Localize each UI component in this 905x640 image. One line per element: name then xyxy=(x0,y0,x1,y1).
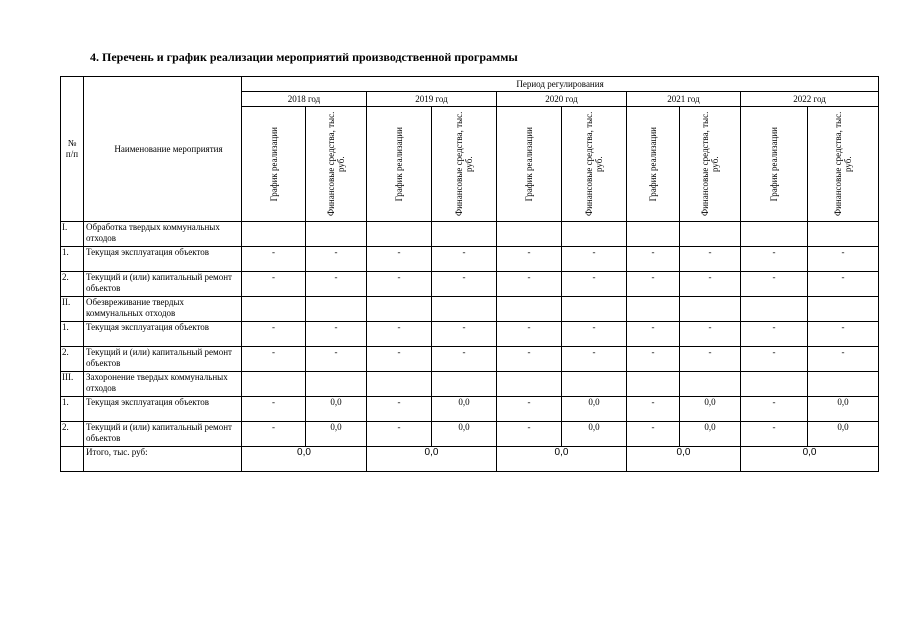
col-name-header: Наименование мероприятия xyxy=(84,77,242,222)
finance-cell: - xyxy=(808,247,879,272)
row-name: Обработка твердых коммунальных отходов xyxy=(84,222,242,247)
finance-cell xyxy=(680,372,741,397)
schedule-cell: - xyxy=(627,347,680,372)
schedule-cell: - xyxy=(741,397,808,422)
finance-subheader-label: Финансовые средства, тыс. руб. xyxy=(700,111,720,217)
year-header: 2022 год xyxy=(741,92,879,107)
schedule-subheader xyxy=(497,107,562,222)
row-name: Текущая эксплуатация объектов xyxy=(84,247,242,272)
total-label: Итого, тыс. руб: xyxy=(84,447,242,472)
schedule-cell xyxy=(242,222,306,247)
row-number: II. xyxy=(61,297,84,322)
finance-cell: - xyxy=(680,347,741,372)
table-row xyxy=(61,272,879,297)
row-name: Текущий и (или) капитальный ремонт объектов xyxy=(84,347,242,372)
finance-cell: - xyxy=(432,272,497,297)
table-row xyxy=(61,247,879,272)
schedule-cell: - xyxy=(741,422,808,447)
schedule-cell xyxy=(497,372,562,397)
schedule-subheader-label: График реализации xyxy=(524,126,534,202)
schedule-cell: - xyxy=(497,347,562,372)
schedule-cell: - xyxy=(242,272,306,297)
col-num-header: № п/п xyxy=(61,77,84,222)
finance-cell xyxy=(306,222,367,247)
schedule-cell: - xyxy=(497,272,562,297)
finance-cell: - xyxy=(562,347,627,372)
finance-cell: - xyxy=(306,272,367,297)
row-number: 1. xyxy=(61,247,84,272)
schedule-cell: - xyxy=(627,322,680,347)
schedule-cell: - xyxy=(367,397,432,422)
row-number: 2. xyxy=(61,422,84,447)
schedule-cell xyxy=(627,297,680,322)
schedule-cell: - xyxy=(741,322,808,347)
finance-cell xyxy=(808,372,879,397)
schedule-cell xyxy=(497,222,562,247)
finance-cell: - xyxy=(562,272,627,297)
schedule-cell xyxy=(741,372,808,397)
finance-cell xyxy=(306,372,367,397)
section-row xyxy=(61,372,879,397)
row-number: I. xyxy=(61,222,84,247)
schedule-cell: - xyxy=(627,422,680,447)
row-name: Текущая эксплуатация объектов xyxy=(84,397,242,422)
schedule-cell: - xyxy=(242,422,306,447)
finance-cell: - xyxy=(680,322,741,347)
finance-cell: - xyxy=(432,247,497,272)
schedule-subheader-label: График реализации xyxy=(268,126,279,202)
finance-subheader xyxy=(306,107,367,222)
finance-subheader-label: Финансовые средства, тыс. руб. xyxy=(326,111,346,217)
finance-cell: 0,0 xyxy=(808,422,879,447)
table-row xyxy=(61,397,879,422)
finance-subheader-label: Финансовые средства, тыс. руб. xyxy=(833,111,854,217)
finance-cell: 0,0 xyxy=(562,397,627,422)
section-row xyxy=(61,222,879,247)
schedule-cell: - xyxy=(242,322,306,347)
finance-cell xyxy=(680,222,741,247)
table-row xyxy=(61,322,879,347)
schedule-subheader xyxy=(741,107,808,222)
finance-cell: - xyxy=(562,322,627,347)
row-name: Текущий и (или) капитальный ремонт объектов xyxy=(84,272,242,297)
finance-cell xyxy=(432,297,497,322)
finance-cell: 0,0 xyxy=(306,422,367,447)
program-schedule-table xyxy=(60,76,879,472)
schedule-cell xyxy=(497,297,562,322)
schedule-cell: - xyxy=(497,397,562,422)
schedule-cell: - xyxy=(242,347,306,372)
schedule-subheader xyxy=(627,107,680,222)
total-num-cell xyxy=(61,447,84,472)
schedule-subheader xyxy=(242,107,306,222)
finance-cell: 0,0 xyxy=(562,422,627,447)
finance-cell: 0,0 xyxy=(680,397,741,422)
row-name: Текущий и (или) капитальный ремонт объектов xyxy=(84,422,242,447)
finance-cell: - xyxy=(432,322,497,347)
finance-subheader xyxy=(680,107,741,222)
schedule-cell: - xyxy=(367,247,432,272)
finance-cell xyxy=(808,222,879,247)
finance-cell xyxy=(680,297,741,322)
schedule-cell xyxy=(367,222,432,247)
finance-cell: 0,0 xyxy=(432,397,497,422)
finance-cell xyxy=(562,372,627,397)
table-row xyxy=(61,347,879,372)
finance-cell xyxy=(306,297,367,322)
schedule-subheader xyxy=(367,107,432,222)
schedule-cell: - xyxy=(497,322,562,347)
year-header: 2018 год xyxy=(242,92,367,107)
schedule-cell: - xyxy=(627,247,680,272)
finance-cell: 0,0 xyxy=(680,422,741,447)
schedule-cell xyxy=(627,372,680,397)
finance-cell: - xyxy=(680,272,741,297)
table-row xyxy=(61,422,879,447)
schedule-cell: - xyxy=(367,272,432,297)
finance-cell: - xyxy=(306,347,367,372)
finance-cell: 0,0 xyxy=(432,422,497,447)
schedule-cell: - xyxy=(242,397,306,422)
finance-cell: - xyxy=(808,272,879,297)
total-value: 0,0 xyxy=(367,447,497,472)
finance-cell: - xyxy=(808,322,879,347)
total-value: 0,0 xyxy=(741,447,879,472)
row-number: 2. xyxy=(61,272,84,297)
header-row-period xyxy=(61,77,879,92)
finance-subheader-label: Финансовые средства, тыс. руб. xyxy=(454,111,474,217)
finance-cell: 0,0 xyxy=(808,397,879,422)
schedule-subheader-label: График реализации xyxy=(394,126,404,202)
schedule-cell xyxy=(741,222,808,247)
row-number: 1. xyxy=(61,322,84,347)
year-header: 2020 год xyxy=(497,92,627,107)
row-number: 1. xyxy=(61,397,84,422)
schedule-cell xyxy=(242,297,306,322)
total-value: 0,0 xyxy=(497,447,627,472)
schedule-cell: - xyxy=(741,347,808,372)
year-header: 2019 год xyxy=(367,92,497,107)
row-name: Захоронение твердых коммунальных отходов xyxy=(84,372,242,397)
finance-cell xyxy=(432,222,497,247)
schedule-subheader-label: График реализации xyxy=(769,126,779,202)
page-title: 4. Перечень и график реализации мероприятий производственной программы xyxy=(90,50,518,64)
finance-cell xyxy=(808,297,879,322)
finance-cell: 0,0 xyxy=(306,397,367,422)
section-row xyxy=(61,297,879,322)
schedule-cell: - xyxy=(242,247,306,272)
finance-cell xyxy=(562,297,627,322)
finance-subheader xyxy=(562,107,627,222)
schedule-cell: - xyxy=(497,422,562,447)
row-number: 2. xyxy=(61,347,84,372)
row-name: Текущая эксплуатация объектов xyxy=(84,322,242,347)
total-value: 0,0 xyxy=(242,447,367,472)
finance-cell xyxy=(562,222,627,247)
schedule-cell: - xyxy=(367,347,432,372)
finance-cell: - xyxy=(432,347,497,372)
total-value: 0,0 xyxy=(627,447,741,472)
finance-cell: - xyxy=(562,247,627,272)
schedule-cell xyxy=(367,297,432,322)
row-name: Обезвреживание твердых коммунальных отходов xyxy=(84,297,242,322)
finance-subheader xyxy=(808,107,879,222)
schedule-cell: - xyxy=(741,247,808,272)
schedule-cell xyxy=(367,372,432,397)
period-header: Период регулирования xyxy=(242,77,879,92)
schedule-cell xyxy=(741,297,808,322)
total-row xyxy=(61,447,879,472)
schedule-cell: - xyxy=(367,422,432,447)
schedule-cell xyxy=(242,372,306,397)
finance-cell xyxy=(432,372,497,397)
schedule-cell: - xyxy=(367,322,432,347)
year-header: 2021 год xyxy=(627,92,741,107)
schedule-cell: - xyxy=(627,397,680,422)
finance-cell: - xyxy=(680,247,741,272)
schedule-cell: - xyxy=(627,272,680,297)
finance-subheader-label: Финансовые средства, тыс. руб. xyxy=(584,111,604,217)
row-number: III. xyxy=(61,372,84,397)
finance-cell: - xyxy=(808,347,879,372)
schedule-cell: - xyxy=(741,272,808,297)
schedule-cell xyxy=(627,222,680,247)
schedule-subheader-label: График реализации xyxy=(648,126,658,202)
schedule-cell: - xyxy=(497,247,562,272)
finance-cell: - xyxy=(306,322,367,347)
finance-subheader xyxy=(432,107,497,222)
finance-cell: - xyxy=(306,247,367,272)
